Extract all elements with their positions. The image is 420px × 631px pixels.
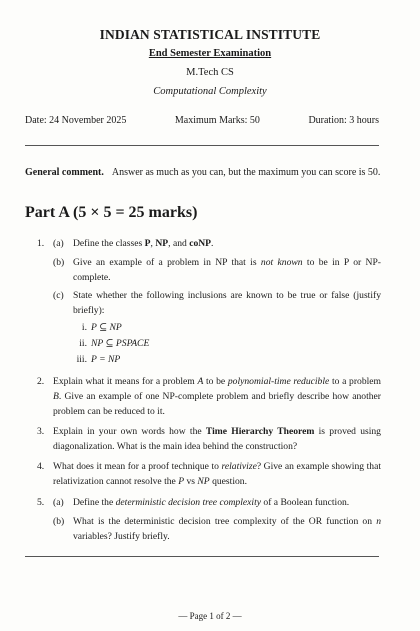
text-run: Define the [73, 497, 116, 508]
text-run: variables? Justify briefly. [73, 531, 170, 542]
question-number: 5. [37, 497, 45, 508]
top-divider [25, 145, 379, 146]
general-comment [25, 167, 385, 178]
text-run: question. [209, 476, 247, 487]
question-number: 2. [37, 376, 45, 387]
course-name: Computational Complexity [153, 86, 267, 97]
text-run: to be [203, 376, 228, 387]
text-run: to be in P or NP-complete. [73, 257, 381, 283]
page-footer: — Page 1 of 2 — [178, 611, 242, 621]
item-label: iii. [76, 354, 87, 365]
text-run: What is the deterministic decision tree complexity of the OR function on [73, 516, 377, 527]
text-run: Define the classes [73, 238, 145, 249]
question-text [53, 374, 381, 419]
subpart-text [73, 514, 381, 544]
theorem-name: Time Hierarchy Theorem [205, 426, 315, 437]
subpart-text [73, 495, 381, 510]
program-name: M.Tech CS [186, 67, 234, 78]
exam-date: Date: 24 November 2025 [25, 115, 127, 126]
subpart-label: (a) [53, 238, 64, 249]
question-number: 4. [37, 461, 45, 472]
general-comment-label: General comment. [25, 167, 104, 178]
text-run: What does it mean for a proof technique to [53, 461, 222, 472]
emphasis: not known [260, 257, 303, 268]
question-number: 1. [37, 238, 45, 249]
part-a-heading: Part A (5 × 5 = 25 marks) [25, 204, 198, 221]
text-run: . Give an example of one NP-complete problem and briefly describe how another problem can be reduced to it. [53, 391, 381, 417]
text-run: to a problem [329, 376, 382, 387]
subpart-text: State whether the following inclusions are known to be true or false (justify briefly): [73, 290, 381, 316]
question-text [53, 459, 381, 489]
emphasis: relativize [221, 461, 257, 472]
variable: P [178, 476, 185, 487]
variable: n [376, 516, 381, 527]
exam-duration: Duration: 3 hours [308, 115, 379, 126]
exam-meta-row [25, 115, 379, 126]
subpart-text [73, 236, 381, 251]
emphasis: deterministic decision tree complexity [115, 497, 261, 508]
item-expression: P = NP [91, 354, 121, 365]
text-run: vs [184, 476, 198, 487]
text-run: is proved using diagonalization. What is the main idea behind the construction? [53, 426, 381, 452]
emphasis: polynomial-time reducible [227, 376, 330, 387]
variable: A [197, 376, 204, 387]
exam-title: End Semester Examination [148, 48, 272, 59]
subpart-text [73, 255, 381, 285]
bottom-divider [25, 556, 379, 557]
subpart-label: (c) [53, 290, 64, 301]
variable: B [53, 391, 59, 402]
text-run: Explain what it means for a problem [53, 376, 198, 387]
institute-name: INDIAN STATISTICAL INSTITUTE [99, 27, 321, 42]
text-run: , [150, 238, 156, 249]
subpart-label: (b) [53, 257, 65, 268]
text-run: Give an example of a problem in NP that is [73, 257, 261, 268]
subpart-label: (a) [53, 497, 64, 508]
variable: NP [197, 476, 210, 487]
item-expression: NP ⊆ PSPACE [91, 338, 150, 349]
item-expression: P ⊆ NP [91, 322, 122, 333]
class-p: P [144, 238, 151, 249]
subpart-label: (b) [53, 516, 65, 527]
class-conp: coNP [189, 238, 212, 249]
text-run: of a Boolean function. [261, 497, 350, 508]
text-run: , and [168, 238, 190, 249]
text-run: . [211, 238, 214, 249]
item-label: ii. [79, 338, 87, 349]
text-run: Explain in your own words how the [53, 426, 206, 437]
class-np: NP [155, 238, 169, 249]
text-run: ? Give an example showing that relativization cannot resolve the [53, 461, 381, 487]
general-comment-text: Answer as much as you can, but the maximum you can score is 50. [111, 167, 381, 178]
exam-max-marks: Maximum Marks: 50 [174, 115, 260, 126]
item-label: i. [81, 322, 87, 333]
question-text [53, 424, 381, 454]
question-number: 3. [37, 426, 45, 437]
